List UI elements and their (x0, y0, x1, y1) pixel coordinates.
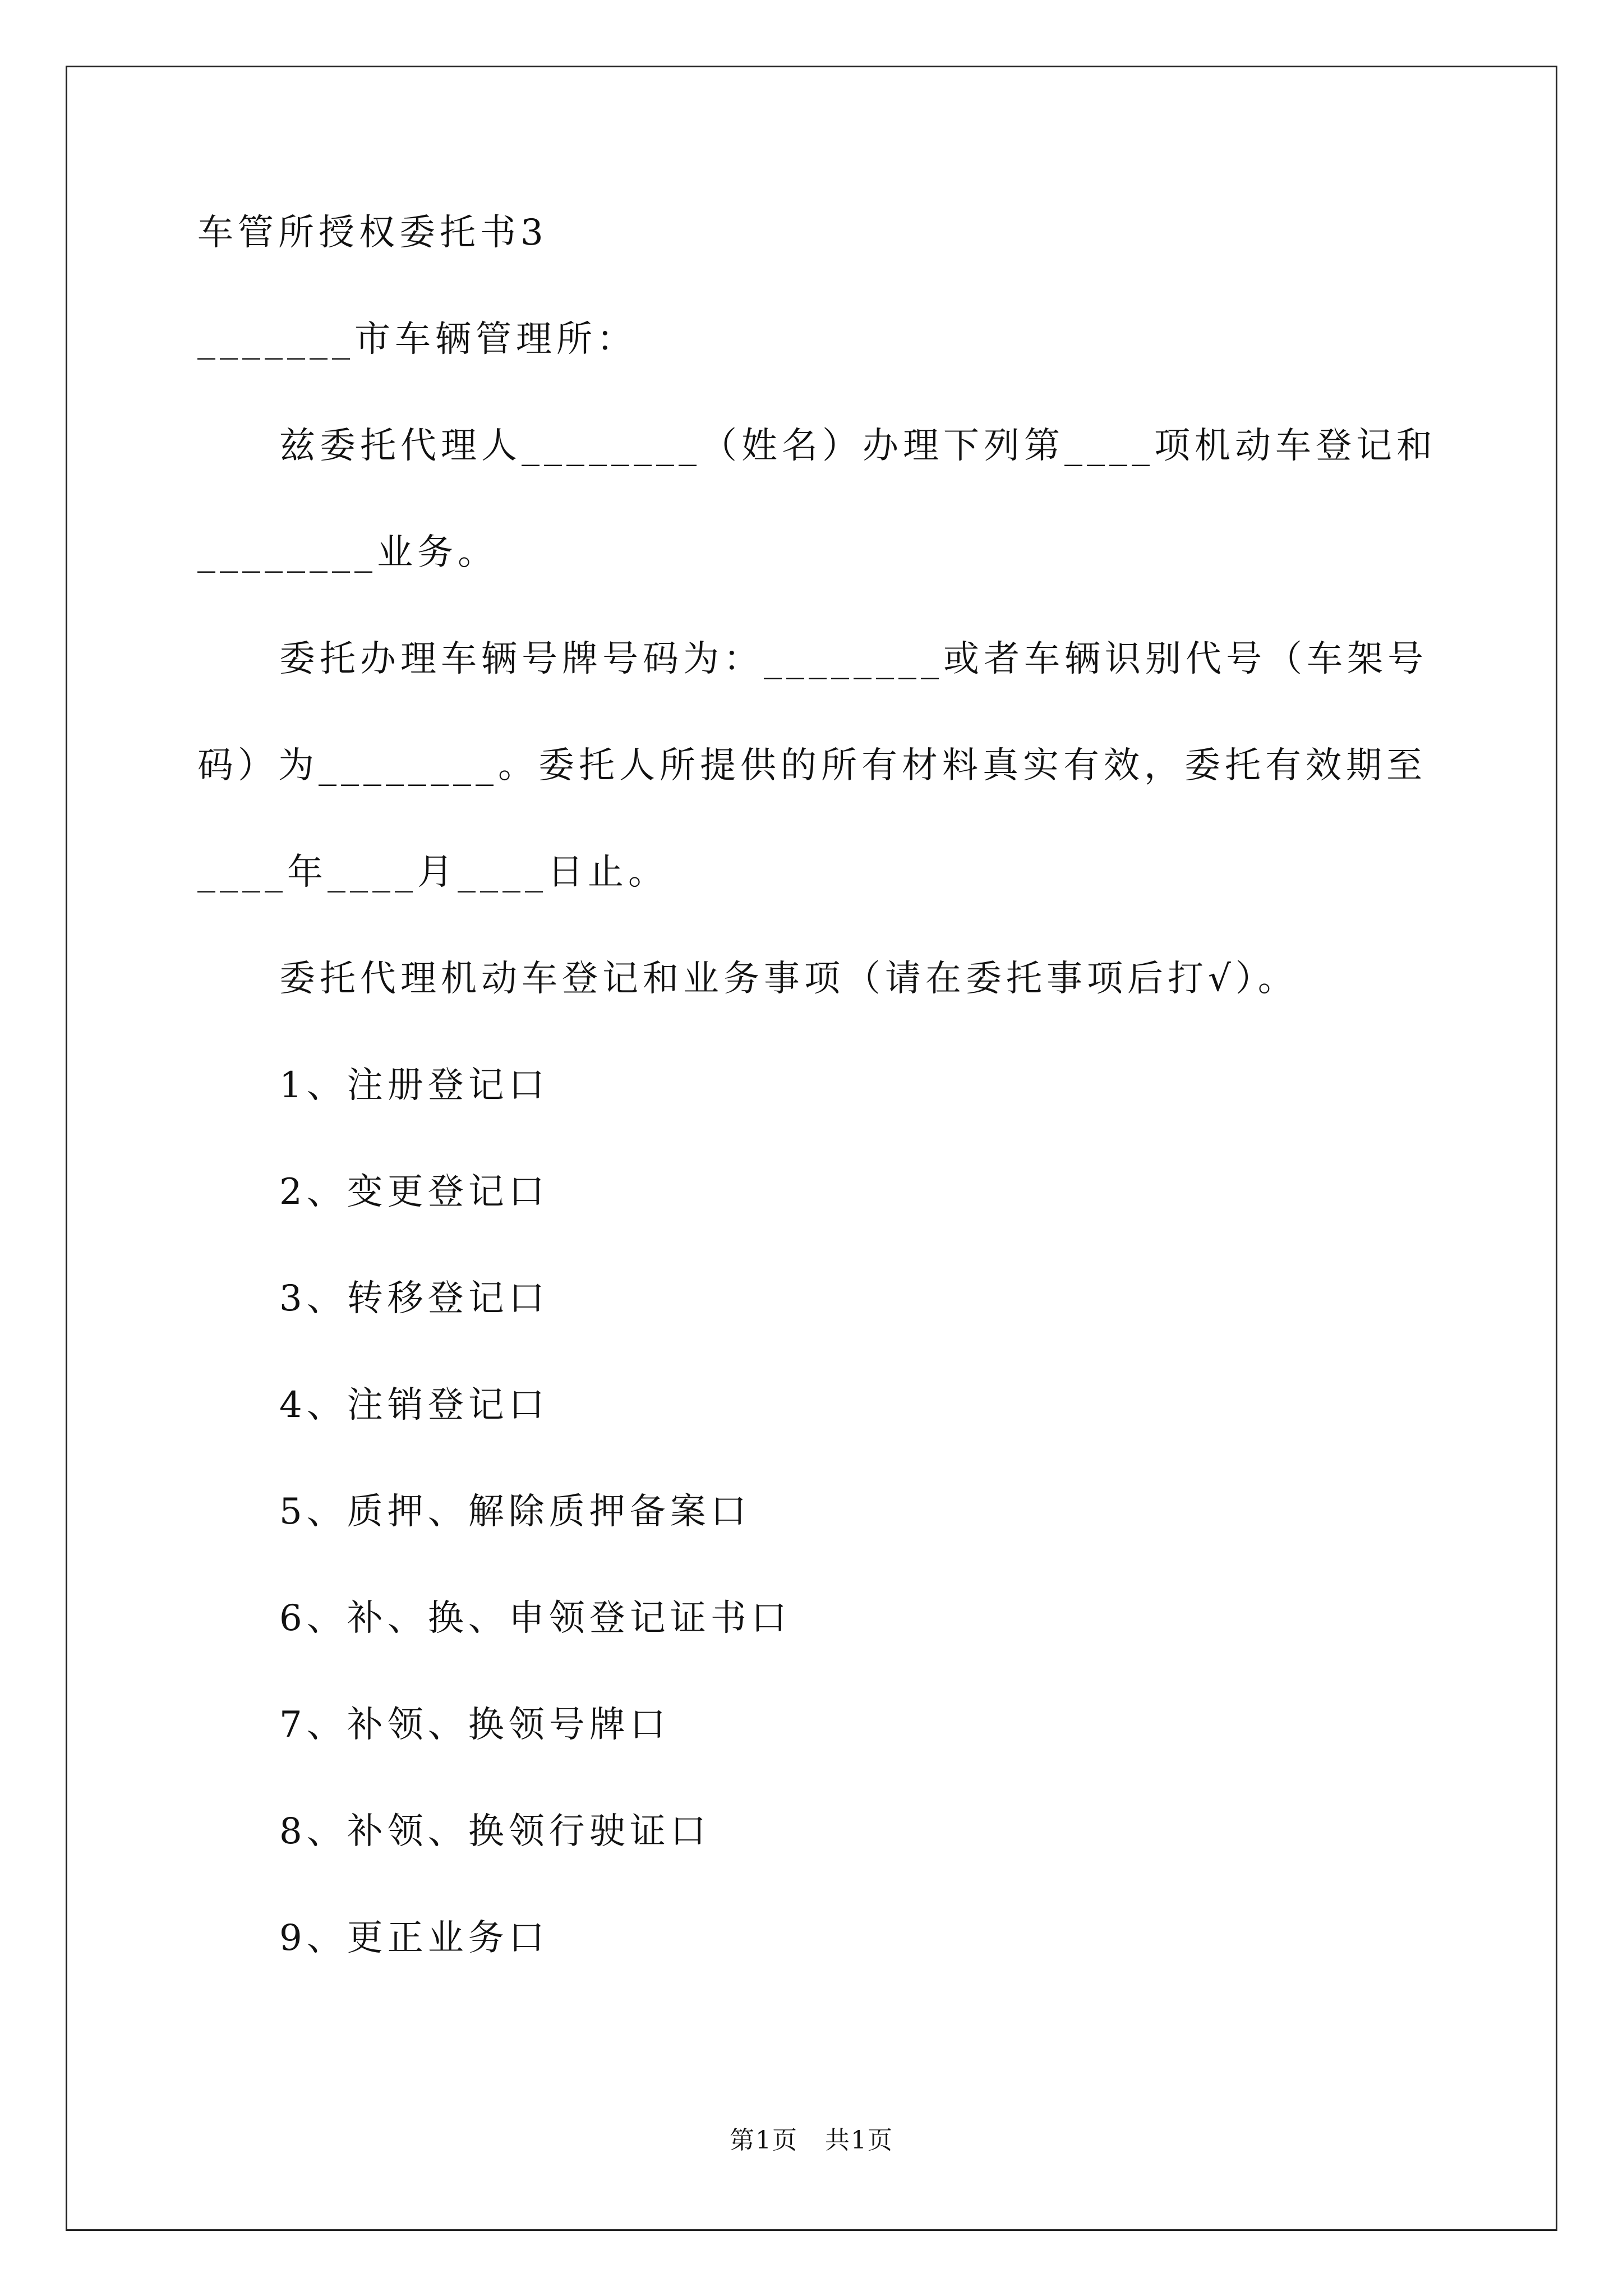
list-item: 1、注册登记口 (279, 1065, 549, 1106)
addressee-line: _______市车辆管理所： (197, 319, 637, 360)
list-item: 4、注销登记口 (279, 1384, 549, 1426)
list-item: 2、变更登记口 (279, 1171, 549, 1213)
list-item: 3、转移登记口 (279, 1278, 549, 1319)
list-item: 9、更正业务口 (279, 1917, 549, 1959)
paragraph2-line3: ____年____月____日止。 (197, 852, 668, 893)
document-title: 车管所授权委托书3 (197, 212, 548, 254)
paragraph3: 委托代理机动车登记和业务事项（请在委托事项后打√）。 (279, 958, 1298, 1000)
list-item: 6、补、换、申领登记证书口 (279, 1598, 791, 1639)
list-item: 7、补领、换领号牌口 (279, 1704, 670, 1746)
list-item: 8、补领、换领行驶证口 (279, 1811, 711, 1852)
paragraph2-line1: 委托办理车辆号牌号码为：________或者车辆识别代号（车架号 (279, 638, 1428, 680)
page-border (66, 66, 1557, 2231)
list-item: 5、质押、解除质押备案口 (279, 1491, 751, 1533)
paragraph1-line1: 兹委托代理人________（姓名）办理下列第____项机动车登记和 (279, 425, 1437, 467)
page-footer: 第1页 共1页 (730, 2126, 893, 2155)
paragraph2-line2: 码）为________。委托人所提供的所有材料真实有效，委托有效期至 (197, 745, 1427, 786)
paragraph1-line2: ________业务。 (197, 532, 498, 573)
